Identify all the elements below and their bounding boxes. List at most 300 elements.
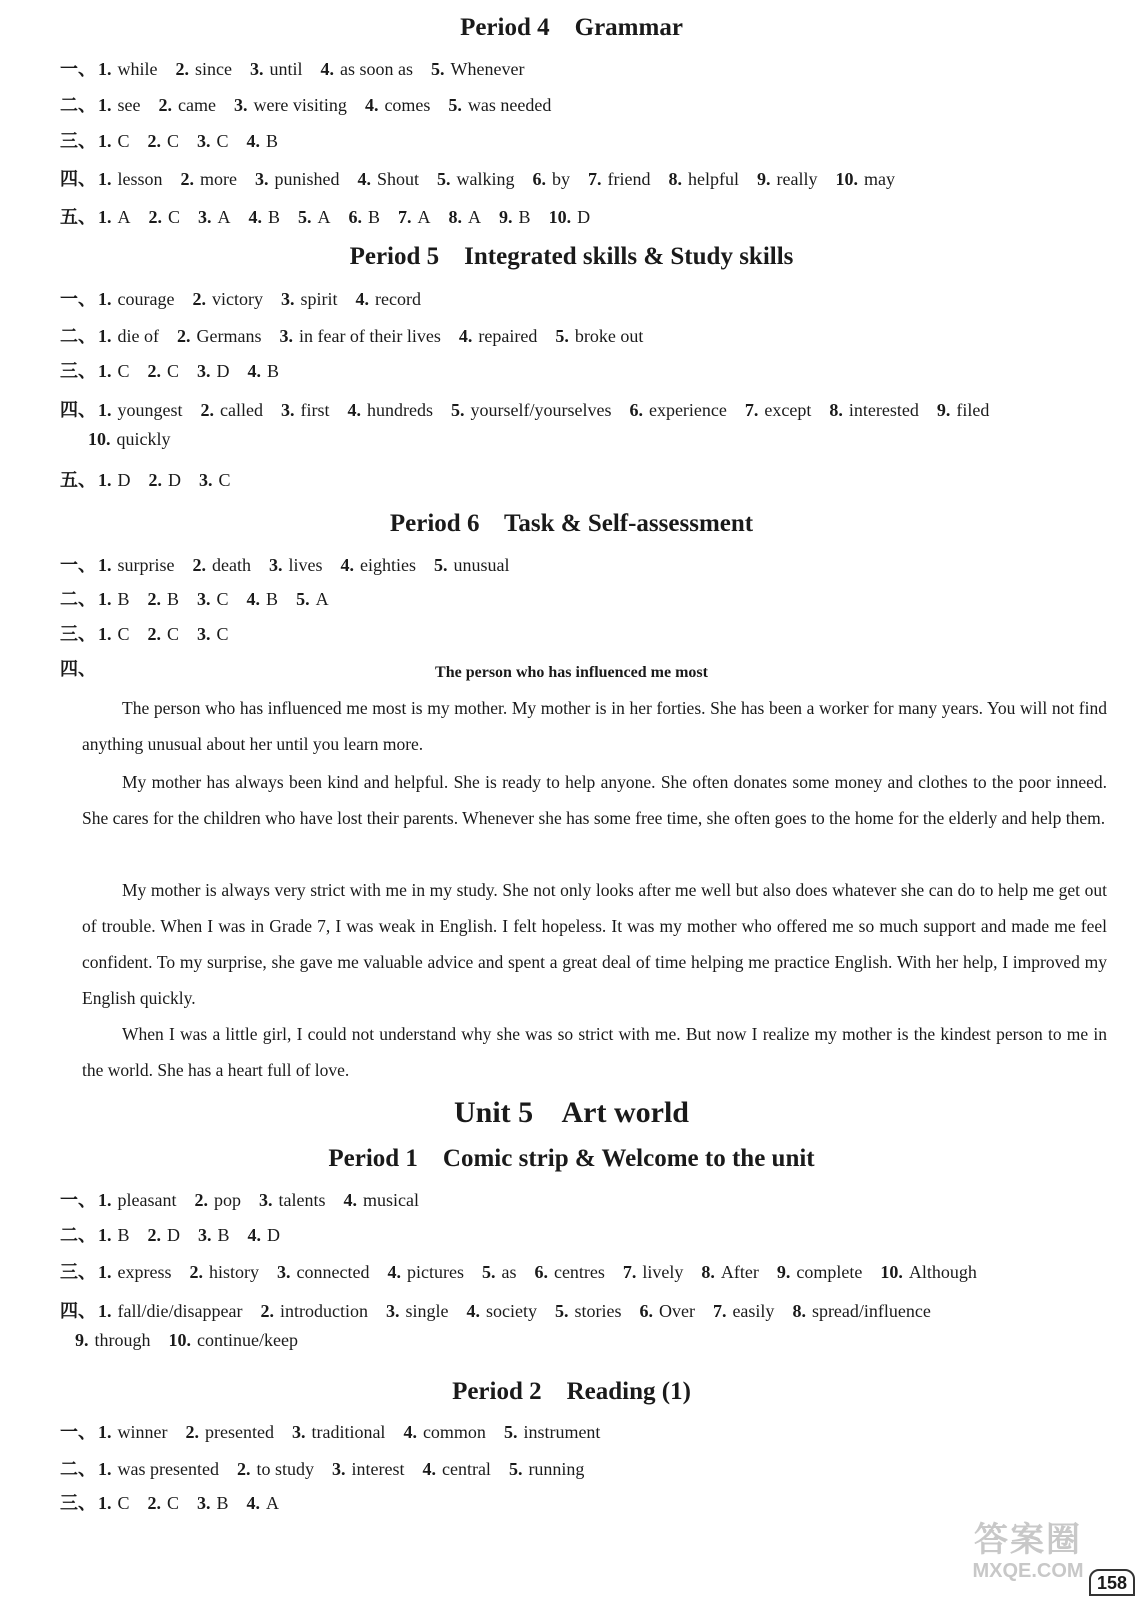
- answer-item: [499, 207, 531, 228]
- question-group-label: 三、: [60, 1262, 96, 1282]
- answer-text: Shout: [376, 169, 419, 189]
- answer-text: first: [300, 400, 330, 420]
- answer-number: 4.: [422, 1459, 436, 1479]
- answer-number: 9.: [756, 169, 771, 189]
- answer-text: comes: [384, 95, 431, 115]
- answer-line: [60, 1258, 1110, 1284]
- answer-text: die of: [117, 326, 159, 346]
- answer-text: broke out: [574, 326, 644, 346]
- answer-number: 5.: [481, 1262, 496, 1282]
- answer-line: [60, 285, 1110, 311]
- answer-number: 1.: [98, 555, 112, 575]
- answer-text: D: [168, 470, 181, 490]
- answer-text: C: [168, 207, 181, 227]
- answer-number: 5.: [555, 326, 569, 346]
- section-title: Period 4 Grammar: [460, 14, 683, 41]
- answer-item: [437, 169, 515, 190]
- answer-number: 1.: [98, 470, 112, 490]
- answer-number: 2.: [158, 95, 172, 115]
- watermark-top-text: 答案圈: [974, 1521, 1082, 1559]
- answer-text: interested: [848, 400, 919, 420]
- answer-text: easily: [732, 1301, 775, 1321]
- answer-number: 1.: [98, 1190, 112, 1210]
- answer-number: 5.: [448, 95, 462, 115]
- answer-number: 2.: [185, 1422, 199, 1442]
- answer-item: [98, 589, 130, 610]
- answer-item: [701, 1262, 758, 1283]
- answer-number: 7.: [622, 1262, 637, 1282]
- answer-number: 2.: [175, 59, 189, 79]
- answer-text: interest: [351, 1459, 405, 1479]
- answer-line: [60, 551, 1110, 577]
- question-group-label: 一、: [60, 289, 96, 309]
- answer-item: [321, 59, 414, 80]
- question-group-label: 三、: [60, 1493, 96, 1513]
- answer-item: [176, 59, 232, 80]
- answer-number: 5.: [296, 589, 310, 609]
- answer-item: [247, 589, 279, 610]
- question-group-label: 三、: [60, 624, 96, 644]
- answer-number: 2.: [148, 470, 162, 490]
- answer-text: D: [577, 207, 591, 227]
- answer-number: 3.: [198, 207, 212, 227]
- essay-title: The person who has influenced me most: [435, 664, 708, 681]
- answer-number: 2.: [147, 589, 162, 609]
- answer-item: [197, 1493, 229, 1514]
- answer-text: centres: [553, 1262, 605, 1282]
- answer-text: except: [764, 400, 812, 420]
- question-group-label: 四、: [60, 400, 96, 420]
- answer-text: A: [117, 207, 131, 227]
- answer-text: After: [720, 1262, 759, 1282]
- answer-item: [482, 1262, 517, 1283]
- answer-item: [357, 169, 419, 190]
- answer-text: fall/die/disappear: [117, 1301, 243, 1321]
- answer-item: [555, 326, 643, 347]
- answer-text: A: [468, 207, 482, 227]
- answer-number: 2.: [147, 624, 162, 644]
- answer-number: 10.: [880, 1262, 903, 1282]
- answer-text: courage: [117, 289, 175, 309]
- answer-number: 3.: [277, 1262, 291, 1282]
- answer-item: [343, 1190, 419, 1211]
- answer-text: C: [218, 470, 231, 490]
- answer-item: [434, 555, 510, 576]
- answer-number: 5.: [433, 555, 448, 575]
- answer-line: [60, 396, 1110, 422]
- answer-number: 7.: [588, 169, 602, 189]
- answer-number: 1.: [98, 1301, 112, 1321]
- answer-number: 4.: [357, 169, 371, 189]
- answer-item: [177, 326, 261, 347]
- answer-line: [60, 357, 1110, 383]
- answer-number: 4.: [343, 1190, 357, 1210]
- answer-number: 3.: [199, 470, 213, 490]
- answer-item: [148, 1225, 181, 1246]
- answer-number: 1.: [98, 289, 112, 309]
- answer-number: 4.: [387, 1262, 401, 1282]
- answer-item: [198, 1225, 230, 1246]
- answer-item: [745, 400, 811, 421]
- answer-text: continue/keep: [197, 1330, 298, 1350]
- answer-line: [60, 1297, 1110, 1323]
- answer-number: 9.: [936, 400, 951, 420]
- answer-text: history: [208, 1262, 259, 1282]
- question-group-label: 四、: [60, 1301, 96, 1321]
- answer-item: [504, 1422, 601, 1443]
- answer-text: quickly: [116, 429, 171, 449]
- answer-item: [249, 207, 281, 228]
- answer-text: in fear of their lives: [298, 326, 441, 346]
- answer-item: [365, 95, 430, 116]
- answer-text: D: [267, 1225, 281, 1245]
- answer-item: [422, 1459, 490, 1480]
- answer-item: [98, 207, 131, 228]
- answer-text: C: [167, 361, 180, 381]
- answer-text: walking: [456, 169, 515, 189]
- answer-number: 10.: [88, 429, 111, 449]
- answer-text: D: [167, 1225, 181, 1245]
- answer-number: 3.: [280, 289, 295, 309]
- answer-text: B: [217, 1225, 230, 1245]
- answer-number: 3.: [258, 1190, 273, 1210]
- answer-text: connected: [296, 1262, 370, 1282]
- answer-text: A: [217, 207, 231, 227]
- answer-text: as soon as: [340, 59, 413, 79]
- answer-item: [98, 1262, 171, 1283]
- answer-text: B: [518, 207, 531, 227]
- answer-item: [98, 470, 131, 491]
- answer-number: 1.: [98, 624, 112, 644]
- answer-text: B: [267, 361, 280, 381]
- answer-number: 1.: [98, 1459, 112, 1479]
- answer-number: 2.: [192, 555, 206, 575]
- answer-number: 9.: [499, 207, 513, 227]
- answer-item: [98, 59, 158, 80]
- answer-number: 8.: [448, 207, 463, 227]
- question-group-label: 一、: [60, 59, 96, 79]
- answer-item: [349, 207, 381, 228]
- answer-item: [292, 1422, 385, 1443]
- section-title: Period 2 Reading (1): [452, 1378, 691, 1405]
- answer-item: [148, 624, 180, 645]
- answer-number: 1.: [98, 95, 112, 115]
- answer-number: 5.: [450, 400, 465, 420]
- answer-number: 4.: [247, 1225, 262, 1245]
- answer-item: [149, 470, 182, 491]
- essay-paragraph: My mother is always very strict with me in my study. She not only looks after me well but also does whatever she can do to help me get out of trouble. When I was in Grade 7, I was weak in English. I felt hopeless. It was my mother who offered me so much support and made me feel confident. To my surprise, she gave me valuable advice and spent a great deal of time helping me practice English. With her help, I improved my English quickly.: [82, 880, 1107, 1008]
- answer-item: [158, 95, 215, 116]
- answer-number: 6.: [639, 1301, 653, 1321]
- answer-item: [75, 1330, 151, 1351]
- answer-item: [98, 169, 163, 190]
- answer-item: [880, 1262, 977, 1283]
- answer-text: called: [220, 400, 263, 420]
- answer-text: D: [117, 470, 131, 490]
- answer-item: [451, 400, 611, 421]
- question-group-label: 五、: [60, 470, 96, 490]
- answer-item: [431, 59, 524, 80]
- question-group-label: 四、: [60, 659, 96, 679]
- answer-item: [639, 1301, 694, 1322]
- answer-text: spread/influence: [811, 1301, 931, 1321]
- answer-item: [555, 1301, 622, 1322]
- answer-item: [185, 1422, 273, 1443]
- answer-number: 7.: [744, 400, 759, 420]
- answer-item: [98, 1459, 219, 1480]
- answer-text: C: [117, 131, 130, 151]
- answer-text: traditional: [311, 1422, 386, 1442]
- answer-item: [534, 1262, 604, 1283]
- answer-item: [189, 1262, 259, 1283]
- answer-item: [98, 400, 183, 421]
- answer-item: [98, 326, 159, 347]
- answer-item: [149, 207, 181, 228]
- answer-item: [199, 470, 231, 491]
- answer-item: [201, 400, 263, 421]
- answer-text: eighties: [359, 555, 416, 575]
- answer-text: lesson: [117, 169, 163, 189]
- answer-line: [60, 91, 1110, 117]
- answer-number: 3.: [279, 326, 293, 346]
- answer-item: [387, 1262, 463, 1283]
- answer-number: 7.: [398, 207, 412, 227]
- answer-number: 3.: [197, 1493, 211, 1513]
- answer-line: [60, 1221, 1110, 1247]
- answer-item: [269, 555, 323, 576]
- answer-item: [668, 169, 739, 190]
- answer-number: 4.: [246, 1493, 261, 1513]
- answer-item: [98, 1301, 242, 1322]
- answer-text: C: [117, 361, 130, 381]
- answer-text: until: [269, 59, 303, 79]
- answer-number: 4.: [347, 400, 361, 420]
- answer-item: [98, 131, 130, 152]
- watermark-logo: [953, 1520, 1103, 1590]
- answer-item: [248, 1225, 281, 1246]
- answer-text: express: [117, 1262, 172, 1282]
- answer-number: 4.: [466, 1301, 480, 1321]
- answer-item: [255, 169, 340, 190]
- answer-number: 8.: [668, 169, 682, 189]
- answer-text: B: [167, 589, 180, 609]
- answer-number: 1.: [98, 1422, 112, 1442]
- answer-item: [281, 289, 338, 310]
- answer-text: friend: [607, 169, 651, 189]
- answer-number: 10.: [835, 169, 858, 189]
- answer-item: [588, 169, 650, 190]
- answer-item: [449, 207, 482, 228]
- answer-text: Germans: [196, 326, 262, 346]
- answer-item: [629, 400, 726, 421]
- answer-text: stories: [574, 1301, 622, 1321]
- answer-item: [197, 131, 229, 152]
- answer-number: 5.: [431, 59, 445, 79]
- section-title: Period 1 Comic strip & Welcome to the unit: [328, 1145, 815, 1172]
- answer-text: was presented: [117, 1459, 219, 1479]
- answer-text: B: [268, 207, 281, 227]
- answer-text: unusual: [453, 555, 510, 575]
- section-title: Period 6 Task & Self-assessment: [389, 510, 754, 537]
- answer-number: 2.: [147, 1225, 162, 1245]
- answer-text: introduction: [279, 1301, 368, 1321]
- answer-item: [466, 1301, 537, 1322]
- answer-number: 3.: [197, 361, 211, 381]
- answer-text: A: [317, 207, 331, 227]
- answer-text: spirit: [300, 289, 338, 309]
- answer-line: [60, 1455, 1110, 1481]
- answer-text: filed: [956, 400, 990, 420]
- question-group-label: 三、: [60, 361, 96, 381]
- question-group-label: 四、: [60, 169, 96, 189]
- question-group-label: 一、: [60, 1422, 96, 1442]
- question-group-label: 二、: [60, 1459, 96, 1479]
- answer-text: lives: [288, 555, 323, 575]
- answer-item: [296, 589, 329, 610]
- answer-number: 2.: [176, 326, 191, 346]
- answer-number: 3.: [280, 400, 295, 420]
- answer-item: [98, 1493, 130, 1514]
- answer-item: [197, 361, 230, 382]
- answer-text: B: [266, 589, 279, 609]
- answer-text: C: [216, 131, 229, 151]
- answer-text: C: [117, 1493, 130, 1513]
- answer-text: common: [422, 1422, 486, 1442]
- answer-number: 4.: [458, 326, 473, 346]
- answer-line: [60, 1489, 1110, 1515]
- answer-line: [60, 466, 1110, 492]
- answer-text: single: [405, 1301, 449, 1321]
- answer-text: pictures: [406, 1262, 464, 1282]
- essay-paragraph: When I was a little girl, I could not understand why she was so strict with me. But now I realize my mother is the kindest person to me in the world. She has a heart full of love.: [82, 1024, 1107, 1080]
- answer-item: [169, 1330, 298, 1351]
- answer-item: [98, 361, 130, 382]
- answer-number: 2.: [192, 289, 206, 309]
- answer-number: 4.: [320, 59, 334, 79]
- answer-text: really: [776, 169, 818, 189]
- answer-text: record: [374, 289, 421, 309]
- answer-text: C: [117, 624, 130, 644]
- answer-item: [192, 289, 263, 310]
- answer-item: [148, 1493, 180, 1514]
- answer-item: [332, 1459, 404, 1480]
- answer-item: [340, 555, 416, 576]
- answer-item: [198, 207, 231, 228]
- answer-text: complete: [796, 1262, 863, 1282]
- answer-line: [60, 203, 1110, 229]
- answer-text: repaired: [478, 326, 538, 346]
- answer-number: 1.: [98, 589, 112, 609]
- answer-text: hundreds: [366, 400, 433, 420]
- answer-number: 3.: [254, 169, 269, 189]
- answer-number: 9.: [75, 1330, 89, 1350]
- watermark-bottom-text: MXQE.COM: [972, 1560, 1084, 1582]
- section-title: Period 5 Integrated skills & Study skills: [349, 243, 794, 270]
- answer-number: 2.: [189, 1262, 203, 1282]
- answer-item: [403, 1422, 486, 1443]
- answer-item: [355, 289, 420, 310]
- answer-number: 4.: [364, 95, 379, 115]
- answer-number: 4.: [247, 361, 262, 381]
- answer-number: 5.: [298, 207, 312, 227]
- answer-text: B: [117, 589, 130, 609]
- answer-text: as: [501, 1262, 517, 1282]
- answer-text: pop: [213, 1190, 241, 1210]
- answer-number: 6.: [629, 400, 643, 420]
- answer-number: 5.: [554, 1301, 569, 1321]
- answer-line: [60, 585, 1110, 611]
- answer-number: 3.: [268, 555, 283, 575]
- answer-item: [193, 555, 251, 576]
- answer-text: by: [552, 169, 570, 189]
- answer-item: [181, 169, 237, 190]
- answer-text: musical: [362, 1190, 419, 1210]
- answer-text: talents: [278, 1190, 326, 1210]
- answer-text: central: [441, 1459, 491, 1479]
- answer-number: 4.: [355, 289, 369, 309]
- answer-item: [549, 207, 591, 228]
- answer-line: [60, 620, 1110, 646]
- answer-text: yourself/yourselves: [470, 400, 612, 420]
- answer-text: to study: [256, 1459, 314, 1479]
- answer-item: [448, 95, 551, 116]
- answer-number: 3.: [233, 95, 248, 115]
- answer-text: while: [117, 59, 158, 79]
- question-group-label: 二、: [60, 95, 96, 115]
- answer-text: presented: [204, 1422, 274, 1442]
- answer-text: Although: [908, 1262, 977, 1282]
- answer-number: 1.: [98, 400, 112, 420]
- answer-item: [835, 169, 895, 190]
- unit-title: Unit 5 Art world: [454, 1096, 689, 1129]
- answer-item: [148, 131, 180, 152]
- answer-item: [829, 400, 918, 421]
- question-group-label: 一、: [60, 555, 96, 575]
- answer-line: [60, 322, 1110, 348]
- answer-number: 1.: [98, 1262, 112, 1282]
- answer-number: 1.: [98, 131, 112, 151]
- answer-text: C: [216, 624, 229, 644]
- answer-number: 9.: [776, 1262, 791, 1282]
- answer-item: [98, 1225, 130, 1246]
- answer-text: B: [266, 131, 279, 151]
- answer-text: pleasant: [117, 1190, 177, 1210]
- answer-item: [459, 326, 537, 347]
- answer-number: 3.: [331, 1459, 346, 1479]
- answer-item: [148, 361, 180, 382]
- answer-text: through: [94, 1330, 151, 1350]
- answer-number: 4.: [248, 207, 263, 227]
- answer-text: more: [200, 169, 237, 189]
- answer-number: 2.: [147, 361, 162, 381]
- answer-text: were visiting: [253, 95, 347, 115]
- answer-item: [98, 95, 140, 116]
- answer-text: may: [863, 169, 895, 189]
- answer-text: B: [216, 1493, 229, 1513]
- answer-item: [398, 207, 431, 228]
- answer-number: 1.: [98, 1225, 112, 1245]
- answer-number: 3.: [197, 624, 211, 644]
- answer-text: A: [266, 1493, 280, 1513]
- answer-text: helpful: [687, 169, 739, 189]
- answer-line: [60, 1418, 1110, 1444]
- answer-number: 2.: [147, 1493, 162, 1513]
- answer-text: A: [417, 207, 431, 227]
- answer-line: [60, 127, 1110, 153]
- answer-item: [148, 589, 180, 610]
- answer-line: [60, 55, 1110, 81]
- answer-number: 1.: [98, 169, 112, 189]
